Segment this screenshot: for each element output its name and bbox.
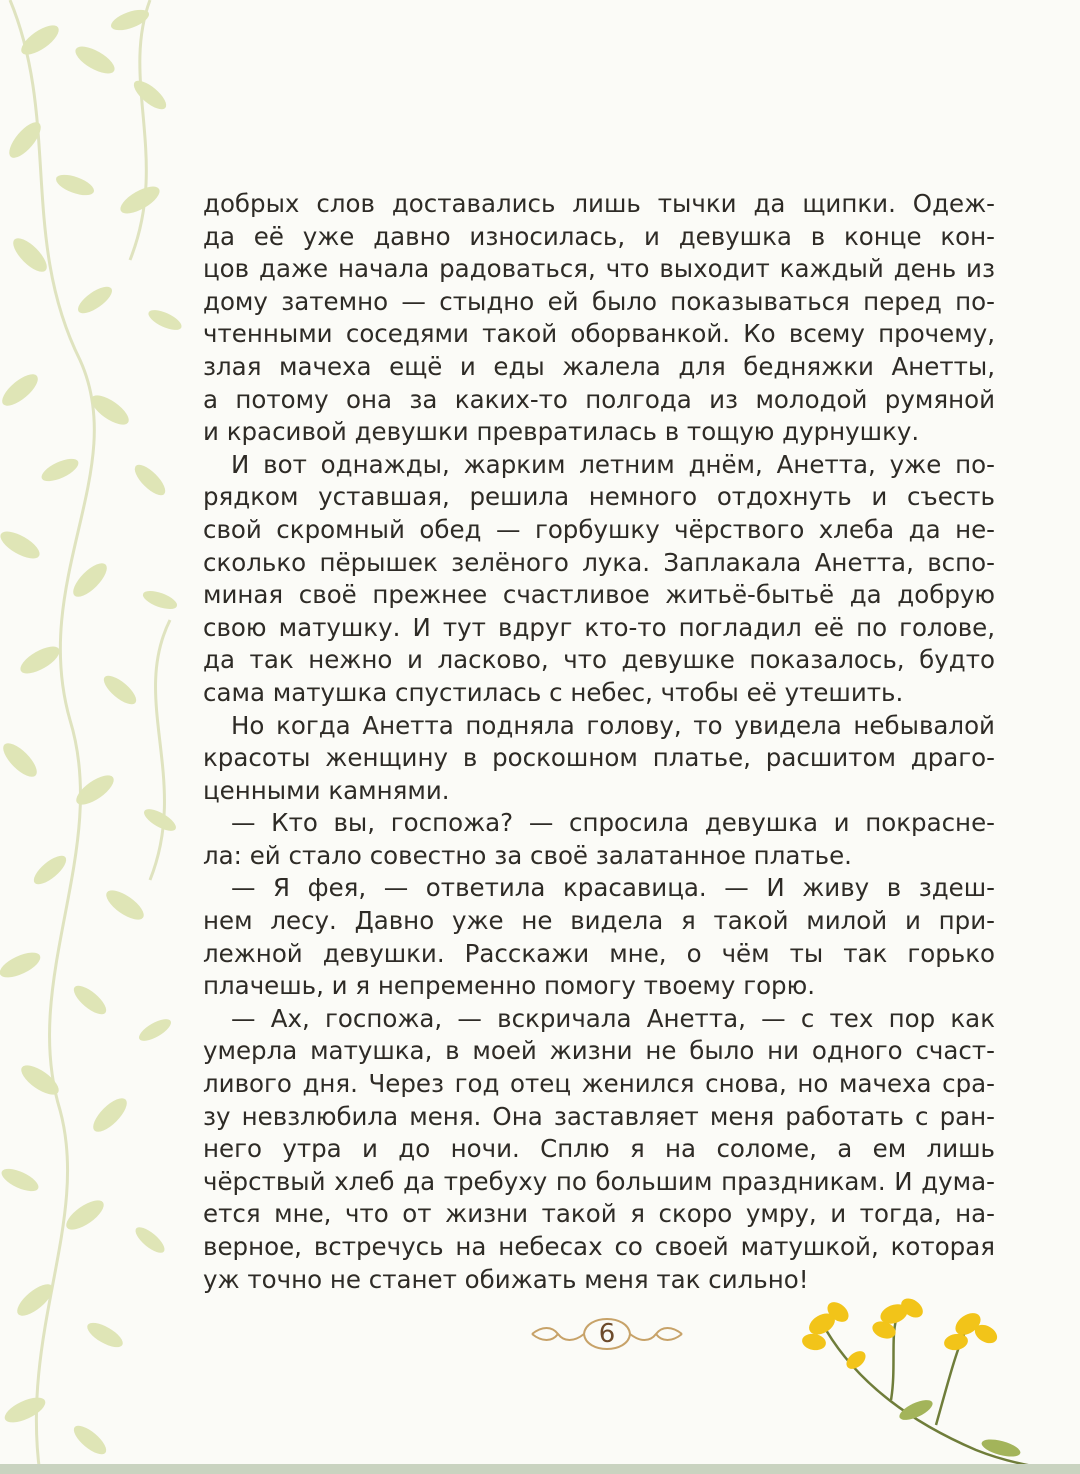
text-line: добрых слов доставались лишь тычки да щипки. Одеж- — [203, 189, 995, 218]
text-line: умерла матушка, в моей жизни не было ни одного счаст- — [203, 1036, 995, 1066]
story-text — [203, 188, 995, 1296]
text-line: красоты женщину в роскошном платье, расшитом драго- — [203, 743, 995, 773]
text-line: ценными камнями. — [203, 775, 450, 805]
text-line: зу невзлюбила меня. Она заставляет меня работать с ран- — [203, 1101, 995, 1131]
bottom-border-strip — [0, 1464, 1080, 1474]
text-line: чтенными соседями такой оборванкой. Ко всему прочему, — [203, 319, 995, 349]
text-line: да её уже давно износилась, и девушка в конце кон- — [203, 221, 995, 251]
text-line: дому затемно — стыдно ей было показываться перед по- — [203, 286, 995, 316]
text-line: свою матушку. И тут вдруг кто-то погладил её по голове, — [203, 612, 995, 642]
leaf-vine-decoration — [0, 0, 200, 1474]
text-line: него утра и до ночи. Сплю я на соломе, а ем лишь — [203, 1134, 995, 1164]
text-line: нем лесу. Давно уже не видела я такой милой и при- — [203, 906, 995, 936]
text-line: сама матушка спустилась с небес, чтобы её утешить. — [203, 677, 904, 707]
text-line: — Я фея, — ответила красавица. — И живу в здеш- — [231, 873, 995, 903]
text-line: да так нежно и ласково, что девушке показалось, будто — [203, 645, 995, 675]
text-line: чёрствый хлеб да требуху по большим праздникам. И дума- — [203, 1166, 995, 1196]
text-line: И вот однажды, жарким летним днём, Анетта, уже по- — [231, 449, 995, 479]
page-number: 6 — [598, 1319, 616, 1349]
text-line: цов даже начала радоваться, что выходит каждый день из — [203, 254, 995, 284]
text-line: миная своё прежнее счастливое житьё-бытьё да добрую — [203, 580, 995, 610]
text-line: лежной девушки. Расскажи мне, о чём ты так горько — [203, 938, 995, 968]
text-line: верное, встречусь на небесах со своей матушкой, которая — [203, 1232, 995, 1261]
text-line: а потому она за каких-то полгода из молодой румяной — [203, 384, 995, 414]
text-line: рядком уставшая, решила немного отдохнуть и съесть — [203, 482, 995, 512]
text-line: и красивой девушки превратилась в тощую дурнушку. — [203, 417, 920, 447]
text-line: ется мне, что от жизни такой я скоро умру, и тогда, на- — [203, 1199, 995, 1229]
text-line: плачешь, и я непременно помогу твоему горю. — [203, 971, 816, 1001]
text-line: — Кто вы, госпожа? — спросила девушка и покрасне- — [231, 808, 995, 838]
text-line: Но когда Анетта подняла голову, то увидела небывалой — [231, 710, 995, 740]
text-line: сколько пёрышек зелёного лука. Заплакала Анетта, вспо- — [203, 547, 995, 577]
text-line: свой скромный обед — горбушку чёрствого хлеба да не- — [203, 514, 995, 544]
text-line: ливого дня. Через год отец женился снова, но мачеха сра- — [203, 1069, 995, 1099]
text-line: — Ах, госпожа, — вскричала Анетта, — с тех пор как — [231, 1003, 995, 1033]
text-line: уж точно не станет обижать меня так сильно! — [203, 1264, 809, 1294]
text-line: злая мачеха ещё и еды жалела для бедняжки Анетты, — [203, 351, 995, 381]
yellow-flowers-decoration — [796, 1290, 1080, 1474]
page-number-ornament — [528, 1308, 686, 1360]
text-line: ла: ей стало совестно за своё залатанное платье. — [203, 840, 852, 870]
